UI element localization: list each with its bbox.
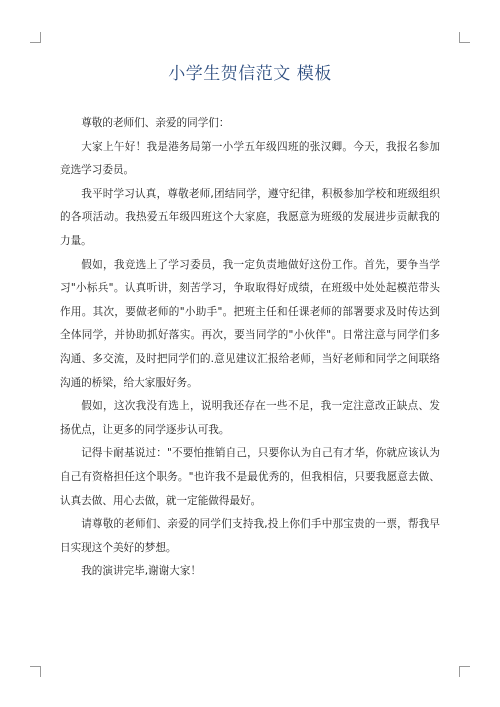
- crop-mark-bottom-right: [459, 666, 470, 677]
- paragraph-closing: 我的演讲完毕,谢谢大家！: [81, 565, 202, 578]
- paragraph: 请尊敬的老师们、亲爱的同学们支持我,投上你们手中那宝贵的一票，帮我早日实现这个美好的梦想。: [60, 518, 440, 554]
- document-body: [60, 112, 440, 584]
- paragraph: 记得卡耐基说过："不要怕推销自己，只要你认为自己有才华，你就应该认为自己有资格担任这个职务。"也许我不是最优秀的，但我相信，只要我愿意去做、认真去做、用心去做，就一定能做得最好。: [60, 447, 440, 507]
- document-title: 小学生贺信范文 模板: [168, 64, 332, 84]
- paragraph-greeting: 尊敬的老师们、亲爱的同学们：: [81, 117, 230, 129]
- crop-mark-top-left: [30, 32, 41, 43]
- crop-mark-bottom-left: [30, 666, 41, 677]
- paragraph: 大家上午好！我是港务局第一小学五年级四班的张汉卿。今天，我报名参加竞选学习委员。: [60, 140, 440, 177]
- crop-mark-top-right: [459, 32, 470, 43]
- paragraph: 我平时学习认真，尊敬老师,团结同学，遵守纪律，积极参加学校和班级组织的各项活动。我热爱五年级四班这个大家庭，我愿意为班级的发展进步贡献我的力量。: [60, 187, 440, 247]
- paragraph: 假如，我竞选上了学习委员，我一定负责地做好这份工作。首先，要争当学习"小标兵"。认真听讲，刻苦学习，争取取得好成绩，在班级中处处起模范带头作用。其次，要做老师的"小助手"。把班主任和任课老师的部署要求及时传达到全体同学，并协助抓好落实。再次，要当同学的"小伙伴"。日常注意与同学们多沟通、多交流，及时把同学们的.意见建议汇报给老师，当好老师和同学之间联络沟通的桥梁，给大家服好务。: [60, 258, 440, 389]
- paragraph: 假如，这次我没有选上，说明我还存在一些不足，我一定注意改正缺点、发扬优点，让更多的同学逐步认可我。: [60, 400, 440, 436]
